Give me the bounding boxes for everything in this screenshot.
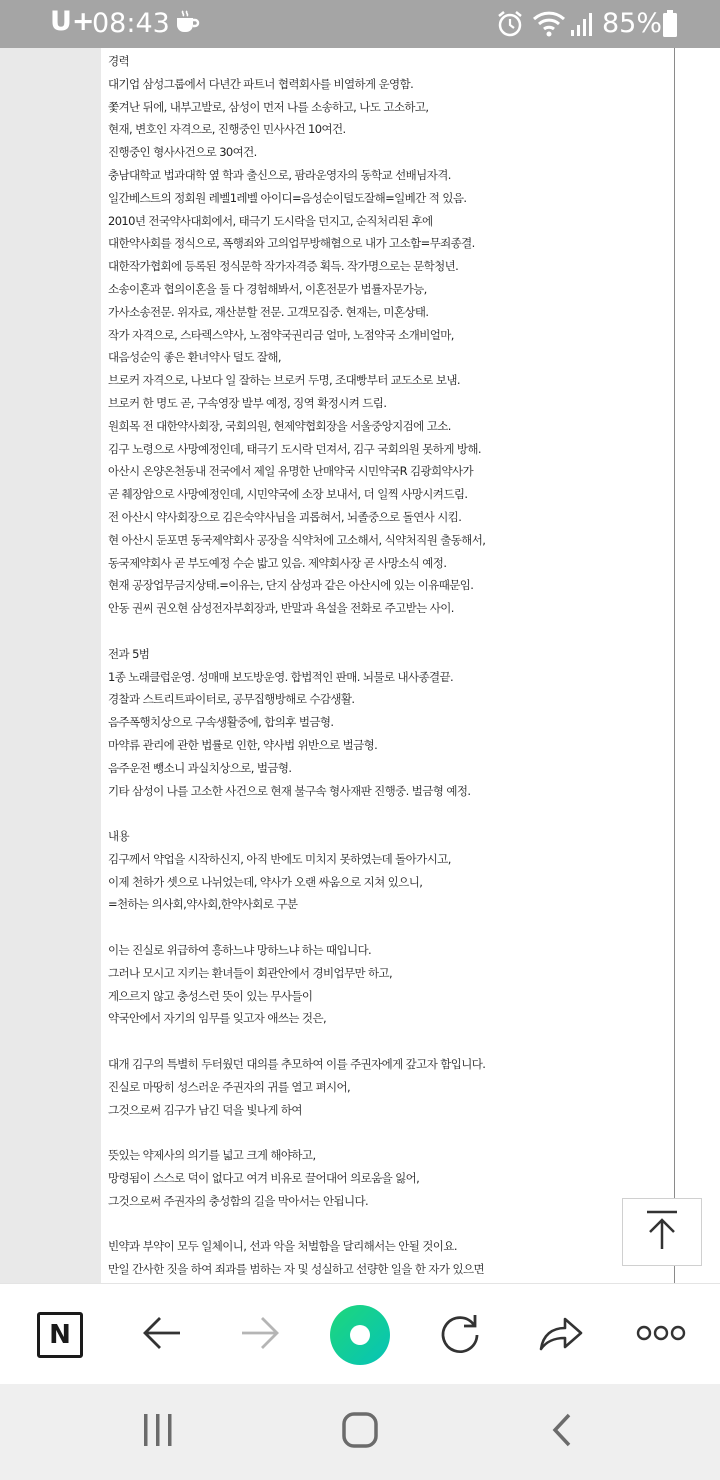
article-line: 아산시 온양온천동내 전국에서 제일 유명한 난매약국 시민약국R 김광희약사가 bbox=[108, 464, 474, 479]
article-line: 2010년 전국약사대회에서, 태극기 도시락을 던지고, 순직처리된 후에 bbox=[108, 213, 433, 228]
article-line: 경찰과 스트리트파이터로, 공무집행방해로 수감생활. bbox=[108, 692, 355, 707]
article-line: 이제 천하가 셋으로 나뉘었는데, 약사가 오랜 싸움으로 지쳐 있으니, bbox=[108, 874, 423, 889]
article-line: 현재, 변호인 자격으로, 진행중인 민사사건 10여건. bbox=[108, 122, 346, 137]
article-line: 브로커 자격으로, 나보다 일 잘하는 브로커 두명, 조대빵부터 교도소로 보냄. bbox=[108, 373, 460, 388]
article-line: 그것으로써 김구가 남긴 덕을 빛나게 하여 bbox=[108, 1102, 302, 1117]
article-line: =천하는 의사회,약사회,한약사회로 구분 bbox=[108, 897, 298, 912]
paragraph-gap bbox=[108, 620, 668, 643]
article-line: 일간베스트의 정회원 레벨1레벨 아이디=음성순이덜도잘해=일베간 적 있음. bbox=[108, 190, 467, 205]
system-navigation-bar bbox=[0, 1384, 720, 1480]
recents-icon bbox=[142, 1413, 174, 1451]
wifi-icon bbox=[532, 10, 566, 42]
system-back-button[interactable] bbox=[540, 1384, 584, 1480]
article-line: 대음성순익 좋은 환녀약사 덜도 잘해, bbox=[108, 350, 281, 365]
article-line: 진실로 마땅히 성스러운 주권자의 귀를 열고 펴시어, bbox=[108, 1079, 351, 1094]
article-line: 쫓겨난 뒤에, 내부고발로, 삼성이 먼저 나를 소송하고, 나도 고소하고, bbox=[108, 99, 429, 114]
arrow-left-icon bbox=[142, 1315, 182, 1355]
article-line: 1종 노래클럽운영. 성매매 보도방운영. 합법적인 판매. 뇌물로 내사종결끝. bbox=[108, 669, 454, 684]
article-line: 이는 진실로 위급하여 흥하느냐 망하느냐 하는 때입니다. bbox=[108, 943, 372, 958]
article-line: 대개 김구의 특별히 두터웠던 대의를 추모하여 이를 주권자에게 갚고자 함입니다. bbox=[108, 1057, 486, 1072]
article-line: 대한약사회를 정식으로, 폭행죄와 고의업무방해혐으로 내가 고소함=무죄종결. bbox=[108, 236, 475, 251]
web-content[interactable] bbox=[0, 48, 720, 1283]
arrow-up-to-top-icon bbox=[645, 1210, 679, 1254]
article-line: 김구 노령으로 사망예정인데, 태극기 도시락 던져서, 김구 국회의원 못하게 방해. bbox=[108, 441, 481, 456]
article-line: 음주폭행치상으로 구속생활중에, 합의후 벌금형. bbox=[108, 715, 334, 730]
article-line: 뜻있는 약제사의 의기를 넓고 크게 해야하고, bbox=[108, 1148, 316, 1163]
article-line: 약국안에서 자기의 임무를 잊고자 애쓰는 것은, bbox=[108, 1011, 327, 1026]
paragraph-gap bbox=[108, 916, 668, 939]
home-button[interactable] bbox=[330, 1384, 390, 1480]
signal-icon bbox=[570, 10, 594, 42]
naver-logo-icon: N bbox=[37, 1312, 83, 1358]
article-line: 현재 공장업무금지상태.=이유는, 단지 삼성과 같은 아산시에 있는 이유때문임. bbox=[108, 578, 474, 593]
cup-icon bbox=[174, 10, 202, 40]
chevron-left-icon bbox=[551, 1412, 573, 1452]
paragraph-gap bbox=[108, 802, 668, 825]
article-body bbox=[108, 50, 668, 1281]
article-line: 기타 삼성이 나를 고소한 사건으로 현재 불구속 형사재판 진행중. 벌금형 예정. bbox=[108, 783, 471, 798]
page-left-margin bbox=[0, 48, 101, 1283]
more-button[interactable] bbox=[630, 1284, 692, 1385]
article-line: 원희목 전 대한약사회장, 국회의원, 현제약협회장을 서울중앙지검에 고소. bbox=[108, 418, 451, 433]
article-line: 게으르지 않고 충성스런 뜻이 있는 무사들이 bbox=[108, 988, 313, 1003]
article-line: 내용 bbox=[108, 829, 130, 844]
article-line: 김구께서 약업을 시작하신지, 아직 반에도 미치지 못하였는데 돌아가시고, bbox=[108, 851, 451, 866]
article-line: 안동 권씨 권오현 삼성전자부회장과, 반말과 욕설을 전화로 주고받는 사이. bbox=[108, 601, 454, 616]
article-line: 곧 췌장암으로 사망예정인데, 시민약국에 소장 보내서, 더 일찍 사망시켜드림. bbox=[108, 487, 468, 502]
battery-percent: 85% bbox=[602, 8, 663, 39]
article-line: 소송이혼과 협의이혼을 둘 다 경험해봐서, 이혼전문가 법률자문가능, bbox=[108, 281, 427, 296]
share-button[interactable] bbox=[530, 1284, 592, 1385]
page-right-border bbox=[674, 48, 675, 1283]
article-line: 전 아산시 약사회장으로 김은숙약사님을 괴롭혀서, 뇌졸중으로 돌연사 시킴. bbox=[108, 509, 462, 524]
refresh-icon bbox=[438, 1311, 482, 1359]
back-button[interactable] bbox=[132, 1284, 192, 1385]
article-line: 마약류 관리에 관한 법률로 인한, 약사법 위반으로 벌금형. bbox=[108, 737, 378, 752]
article-line: 브로커 한 명도 곧, 구속영장 발부 예정, 징역 확정시켜 드림. bbox=[108, 395, 387, 410]
article-line: 빈약과 부약이 모두 일체이니, 선과 악을 처벌함을 달리해서는 안될 것이요. bbox=[108, 1239, 457, 1254]
status-bar bbox=[0, 0, 720, 48]
alarm-icon bbox=[496, 10, 524, 42]
article-line: 경력 bbox=[108, 54, 130, 68]
paragraph-gap bbox=[108, 1121, 668, 1144]
article-line: 동국제약회사 곧 부도예정 수순 밟고 있음. 제약회사장 곧 사망소식 예정. bbox=[108, 555, 447, 570]
article-line: 그것으로써 주권자의 충성함의 길을 막아서는 안됩니다. bbox=[108, 1193, 369, 1208]
share-arrow-icon bbox=[538, 1313, 584, 1357]
article-line: 전과 5범 bbox=[108, 646, 150, 661]
article-line: 망령됨이 스스로 덕이 없다고 여겨 비유로 끌어대어 의로움을 잃어, bbox=[108, 1171, 420, 1186]
article-line: 대한작가협회에 등록된 정식문학 작가자격증 획득. 작가명으로는 문학청년. bbox=[108, 259, 459, 274]
paragraph-gap bbox=[108, 1213, 668, 1236]
refresh-button[interactable] bbox=[430, 1284, 490, 1385]
more-dots-icon bbox=[636, 1325, 686, 1345]
article-line: 그러나 모시고 지키는 환녀들이 회관안에서 경비업무만 하고, bbox=[108, 965, 393, 980]
article-line: 가사소송전문. 위자료, 재산분할 전문. 고객모집중. 현재는, 미혼상태. bbox=[108, 304, 429, 319]
clock: 08:43 bbox=[92, 8, 170, 39]
battery-icon bbox=[662, 10, 678, 42]
browser-toolbar bbox=[0, 1283, 720, 1384]
paragraph-gap bbox=[108, 1030, 668, 1053]
green-circle-icon bbox=[330, 1305, 390, 1365]
article-line: 진행중인 형사사건으로 30여건. bbox=[108, 145, 257, 160]
recents-button[interactable] bbox=[130, 1384, 186, 1480]
naver-home-button[interactable] bbox=[30, 1284, 90, 1385]
article-line: 현 아산시 둔포면 동국제약회사 공장을 식약처에 고소해서, 식약처직원 출동해서, bbox=[108, 532, 486, 547]
scroll-to-top-button[interactable] bbox=[622, 1198, 702, 1266]
article-line: 충남대학교 법과대학 옆 학과 출신으로, 팜라운영자의 동학교 선배님자격. bbox=[108, 167, 451, 182]
home-icon bbox=[342, 1412, 378, 1452]
article-line: 대기업 삼성그룹에서 다년간 파트너 협력회사를 비열하게 운영함. bbox=[108, 76, 414, 91]
article-line: 작가 자격으로, 스타렉스약사, 노점약국권리금 얼마, 노점약국 소개비얼마, bbox=[108, 327, 454, 342]
arrow-right-icon bbox=[240, 1315, 280, 1355]
carrier-label: U+ bbox=[50, 6, 95, 37]
forward-button[interactable] bbox=[230, 1284, 290, 1385]
green-dot-button[interactable] bbox=[329, 1284, 391, 1385]
article-line: 만일 간사한 짓을 하여 죄과를 범하는 자 및 성실하고 선량한 일을 한 자가 있으면 bbox=[108, 1262, 485, 1277]
article-line: 음주운전 뺑소니 과실치상으로, 벌금형. bbox=[108, 760, 292, 775]
